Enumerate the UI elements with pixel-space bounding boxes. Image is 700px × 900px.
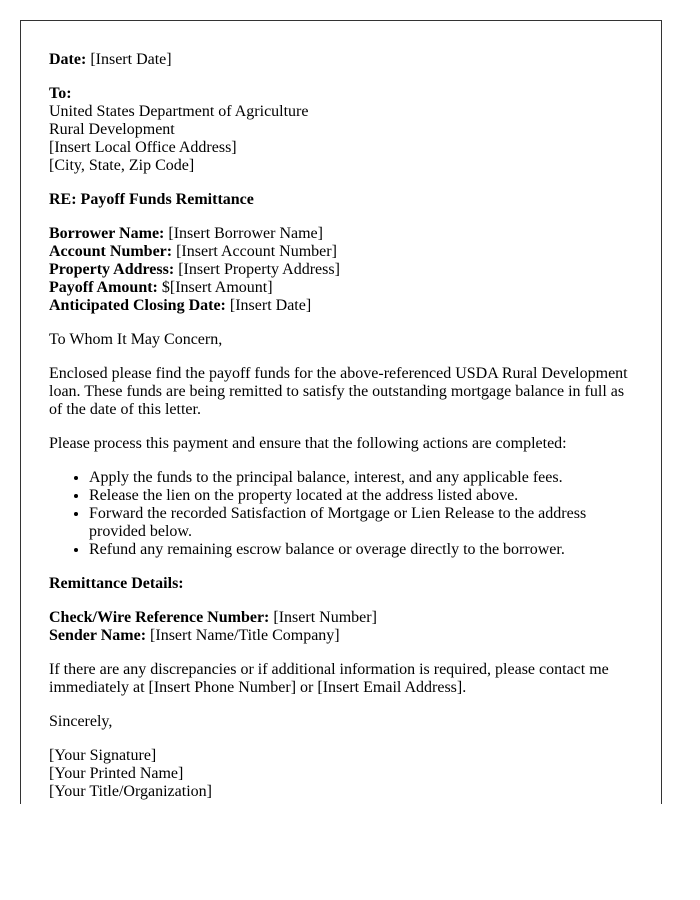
- field-closing-date: Anticipated Closing Date: [Insert Date]: [49, 297, 312, 314]
- loan-details: [49, 225, 633, 315]
- field-account-number: Account Number: [Insert Account Number]: [49, 243, 337, 260]
- signature-block: [Your Signature] [Your Printed Name] [Your Title/Organization]: [49, 747, 212, 800]
- field-property-address: Property Address: [Insert Property Address]: [49, 261, 340, 278]
- closing-paragraph: If there are any discrepancies or if additional information is required, please contact me immediately at [Insert Phone Number] or [Insert Email Address].: [49, 661, 609, 696]
- field-payoff-amount: Payoff Amount: $[Insert Amount]: [49, 279, 273, 296]
- letter: [20, 20, 662, 804]
- field-reference-number: Check/Wire Reference Number: [Insert Number]: [49, 609, 377, 626]
- subject-line: RE: Payoff Funds Remittance: [49, 191, 254, 208]
- closing: Sincerely,: [49, 713, 113, 730]
- list-item: • Forward the recorded Satisfaction of Mortgage or Lien Release to the address provided below.: [89, 505, 633, 541]
- remittance-heading: Remittance Details:: [49, 575, 184, 592]
- recipient-block: To: United States Department of Agriculture Rural Development [Insert Local Office Address] [City, State, Zip Code]: [49, 85, 309, 174]
- field-borrower-name: Borrower Name: [Insert Borrower Name]: [49, 225, 323, 242]
- list-item: • Refund any remaining escrow balance or overage directly to the borrower.: [89, 541, 633, 559]
- date-line: Date: [Insert Date]: [49, 51, 172, 68]
- action-list: [49, 469, 633, 559]
- list-item: • Release the lien on the property located at the address listed above.: [89, 487, 633, 505]
- list-item: • Apply the funds to the principal balance, interest, and any applicable fees.: [89, 469, 633, 487]
- remittance-details: [49, 609, 633, 645]
- body-paragraph-2: Please process this payment and ensure that the following actions are completed:: [49, 435, 567, 452]
- body-paragraph-1: Enclosed please find the payoff funds for the above-referenced USDA Rural Development loan. These funds are being remitted to satisfy the outstanding mortgage balance in full as of the date of this letter.: [49, 365, 628, 418]
- salutation: To Whom It May Concern,: [49, 331, 223, 348]
- field-sender-name: Sender Name: [Insert Name/Title Company]: [49, 627, 340, 644]
